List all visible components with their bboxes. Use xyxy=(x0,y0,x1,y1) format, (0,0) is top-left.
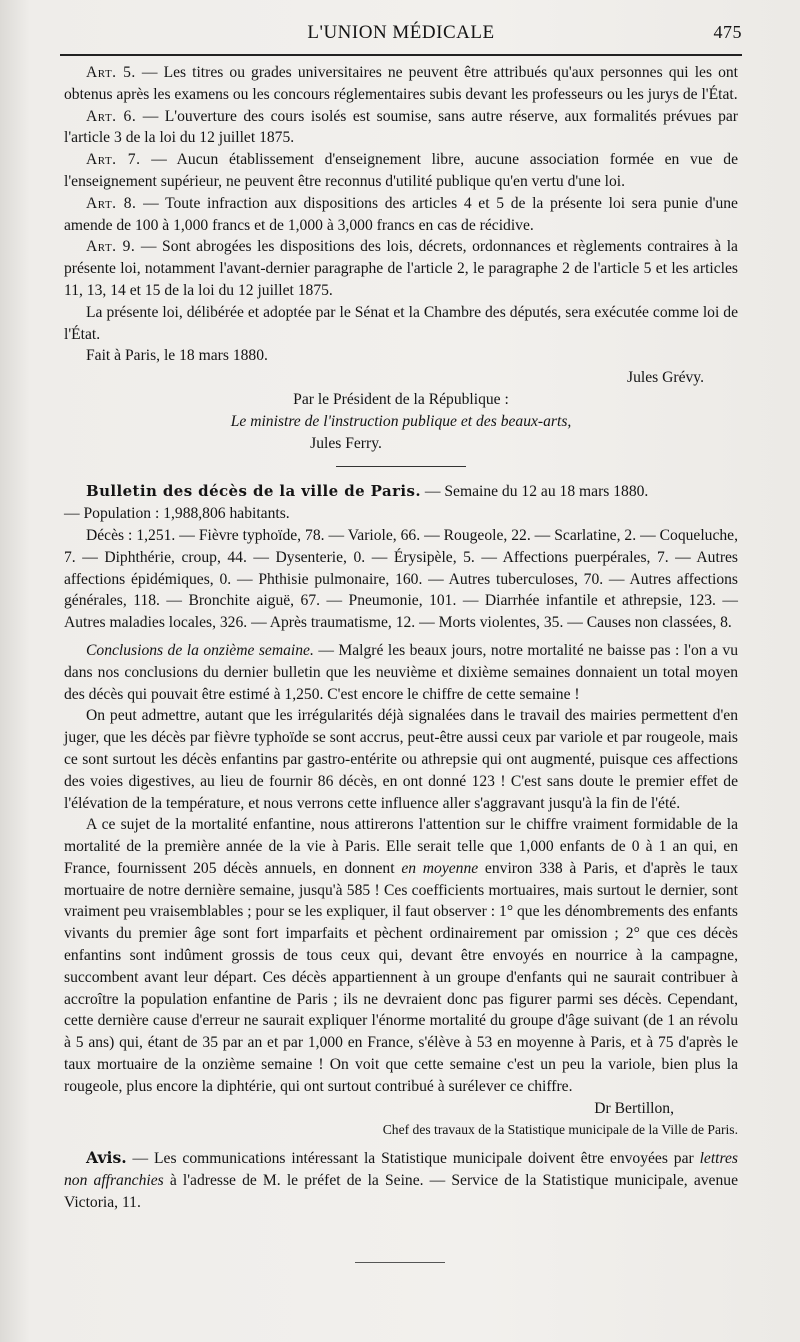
bulletin-heading xyxy=(64,481,738,503)
page-number: 475 xyxy=(713,22,742,42)
minister-title: Le ministre de l'instruction publique et des beaux-arts, xyxy=(230,412,572,430)
section-separator xyxy=(336,466,466,467)
article-5: Art. 5. — Les titres ou grades universitaires ne peuvent être attribués qu'aux personnes qui les ont obtenus après les examens ou les concours réglementaires subis devant les professeurs ou les jurys de l'État. xyxy=(64,64,739,103)
bulletin-conclusions: Conclusions de la onzième semaine. — Malgré les beaux jours, notre mortalité ne baisse pas : l'on a vu dans nos conclusions du dernier bulletin que les neuvième et dixième semaines donnaient un total moyen des décès qui pouvait être estimé à 1,250. C'est encore le chiffre de cette semaine ! xyxy=(64,641,738,703)
paragraph-irregularites: On peut admettre, autant que les irrégularités déjà signalées dans le travail des mairies permettent d'en juger, que les décès par fièvre typhoïde se sont accrus, peut-être aussi ceux par variole et par rougeole, mais ce sont surtout les décès enfantins par gastro-entérite ou athrepsie qui ont augmenté, puisque ces affections des voies digestives, au lieu de fournir 86 décès, en ont donné 123 ! C'est sans doute le premier effet de l'élévation de la température, et nous verrons cette influence aller s'aggravant jusqu'à la fin de l'été. xyxy=(64,707,738,812)
signature-president: Jules Grévy. xyxy=(627,369,704,387)
fait-a-paris: Fait à Paris, le 18 mars 1880. xyxy=(86,347,268,365)
signature-minister: Jules Ferry. xyxy=(310,434,382,452)
signature-bertillon-title: Chef des travaux de la Statistique municipale de la Ville de Paris. xyxy=(382,1122,738,1138)
article-9: Art. 9. — Sont abrogées les dispositions des lois, décrets, ordonnances et règlements contraires à la présente loi, notamment l'avant-dernier paragraphe de l'article 2, le paragraphe 2 de l'article 5 et les articles 11, 13, 14 et 15 de la loi du 12 juillet 1875. xyxy=(64,238,738,299)
article-7: Art. 7. — Aucun établissement d'enseignement libre, aucune association formée en vue de l'enseignement supérieur, ne peuvent être reconnus d'utilité publique qu'en vertu d'une loi. xyxy=(64,151,739,190)
page-content xyxy=(64,62,738,1214)
footer-rule xyxy=(355,1262,445,1263)
signature-bertillon: Dr Bertillon, xyxy=(594,1099,674,1117)
law-closing: La présente loi, délibérée et adoptée par le Sénat et la Chambre des députés, sera exécutée comme loi de l'État. xyxy=(64,303,738,343)
journal-title: L'UNION MÉDICALE xyxy=(307,22,495,43)
conclusions-label: Conclusions de la onzième semaine. xyxy=(86,641,314,659)
article-6: Art. 6. — L'ouverture des cours isolés est soumise, sans autre réserve, aux formalités prévues par l'article 3 de la loi du 12 juillet 1875. xyxy=(64,107,739,147)
par-le-president: Par le Président de la République : xyxy=(293,390,509,408)
page-header xyxy=(60,22,742,50)
bulletin-week: — Semaine du 12 au 18 mars 1880. xyxy=(420,483,649,501)
paragraph-mortalite-enfantine: A ce sujet de la mortalité enfantine, nous attirerons l'attention sur le chiffre vraiment formidable de la mortalité de la première année de la vie à Paris. Elle serait telle que 1,000 enfants de 0 à 1 an qui, en France, fournissent 205 décès annuels, en donnent en moyenne environ 338 à Paris, et d'après le taux mortuaire de notre dernière semaine, jusqu'à 585 ! Ces coefficients mortuaires, mais surtout le dernier, sont vraiment peu vraisemblables ; pour se les expliquer, il faut observer : 1° que les dénombrements des enfants vivants du premier âge sont fort imparfaits et pèchent ordinairement par omission ; 2° que ces décès enfantins sont indûment grossis de tous ceux qui, devant être envoyés en nourrice à la campagne, succombent avant leur départ. Ces décès appartiennent à un groupe d'enfants qui ne saurait contribuer à accroître la population enfantine de Paris ; ils ne devraient donc pas figurer parmi ses décès. Cependant, cette dernière cause d'erreur ne saurait expliquer l'énorme mortalité du groupe d'âge suivant (de 1 an révolu à 5 ans) qui, étant de 35 par an et par 1,000 en France, s'élève à 53 en moyenne à Paris, et à 75 d'après le taux mortuaire de la onzième semaine ! On voit que cette semaine c'est un peu la variole, bien plus la rougeole, plus encore la diphtérie, qui ont surtout contribué à surélever ce chiffre. xyxy=(64,816,738,1095)
bulletin-title: Bulletin des décès de la ville de Paris. xyxy=(86,482,421,501)
header-rule xyxy=(60,54,742,56)
article-8: Art. 8. — Toute infraction aux dispositions des articles 4 et 5 de la présente loi sera punie d'une amende de 100 à 1,000 francs et de 1,000 à 3,000 francs en cas de récidive. xyxy=(64,194,738,234)
avis-label: Avis. xyxy=(86,1148,127,1168)
bulletin-population: — Population : 1,988,806 habitants. xyxy=(64,505,290,523)
avis-paragraph: Avis. — Les communications intéressant la Statistique municipale doivent être envoyées par lettres non affranchies à l'adresse de M. le préfet de la Seine. — Service de la Statistique municipale, avenue Victoria, 11. xyxy=(64,1148,738,1211)
bulletin-deaths: Décès : 1,251. — Fièvre typhoïde, 78. — Variole, 66. — Rougeole, 22. — Scarlatine, 2. — Coqueluche, 7. — Diphthérie, croup, 44. — Dysenterie, 0. — Érysipèle, 5. — Affections puerpérales, 7. — Autres affections épidémiques, 0. — Phthisie pulmonaire, 160. — Autres tuberculoses, 70. — Autres affections générales, 118. — Bronchite aiguë, 67. — Pneumonie, 101. — Diarrhée infantile et athrepsie, 123. — Autres maladies locales, 326. — Après traumatisme, 12. — Morts violentes, 35. — Causes non classées, 8. xyxy=(64,526,738,632)
